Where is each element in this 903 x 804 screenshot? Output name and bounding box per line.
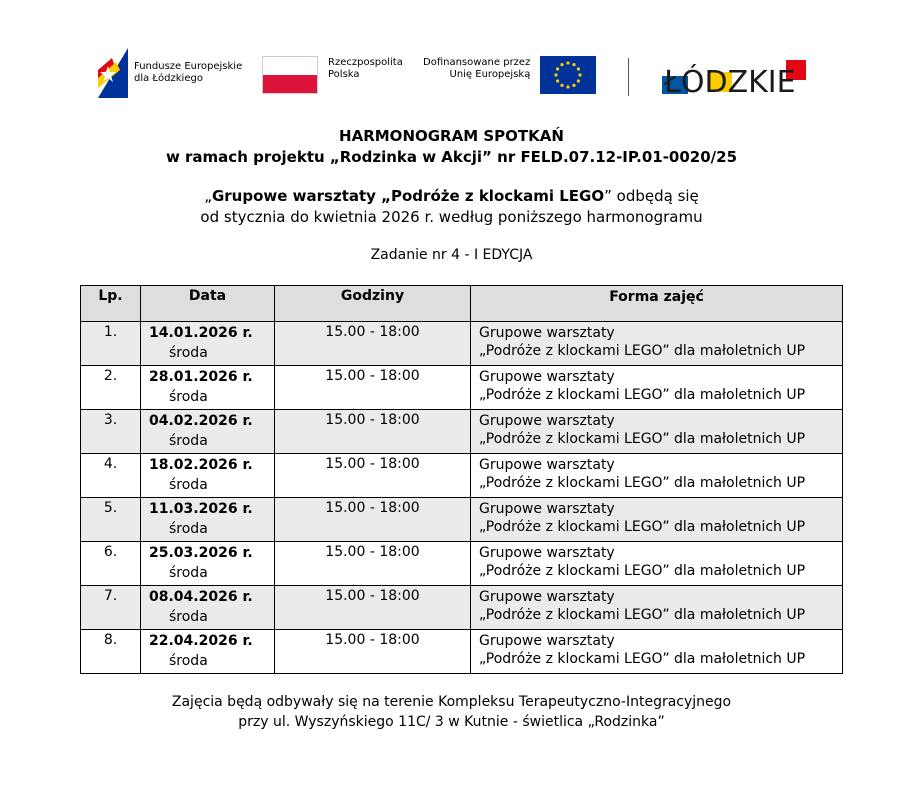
row-lp: 7. [81,586,141,630]
row-date: 04.02.2026 r. [149,413,253,429]
header-form: Forma zajęć [471,286,843,322]
row-date-cell [141,542,275,586]
table-row [81,454,843,498]
polish-flag-icon [262,56,318,94]
row-hours: 15.00 - 18:00 [275,542,471,586]
rp-label-line-1: Rzeczpospolita [328,57,403,68]
eu-star-icon [567,85,570,88]
header-date: Data [141,286,275,322]
eu-logo [423,56,596,94]
document-project-line: w ramach projektu „Rodzinka w Akcji” nr FELD.07.12-IP.01-0020/25 [165,148,738,166]
row-day: środa [169,565,208,581]
row-form-cell [471,366,843,410]
eu-star-icon [561,63,564,66]
subtitle-line-2: od stycznia do kwietnia 2026 r. według poniższego harmonogramu [200,208,703,226]
row-form-line-1: Grupowe warsztaty [479,589,615,605]
schedule-table [80,285,843,674]
footer-location-line-2: przy ul. Wyszyńskiego 11C/ 3 w Kutnie - świetlica „Rodzinka” [238,714,665,730]
row-form-line-1: Grupowe warsztaty [479,501,615,517]
header-lp: Lp. [81,286,141,322]
row-form-line-2: „Podróże z klockami LEGO” dla małoletnich UP [479,475,806,491]
row-date-cell [141,498,275,542]
row-form-cell [471,630,843,674]
eu-star-icon [577,79,580,82]
logo-bar [98,48,818,100]
row-date-cell [141,410,275,454]
row-lp: 4. [81,454,141,498]
row-day: środa [169,345,208,361]
row-date-cell [141,454,275,498]
row-lp: 6. [81,542,141,586]
fe-label [134,61,242,85]
fe-label-line-2: dla Łódzkiego [134,73,203,84]
row-form-cell [471,410,843,454]
row-form-line-2: „Podróże z klockami LEGO” dla małoletnich UP [479,519,806,535]
row-form-line-2: „Podróże z klockami LEGO” dla małoletnich UP [479,343,806,359]
row-date: 08.04.2026 r. [149,589,253,605]
table-row [81,410,843,454]
eu-star-icon [556,79,559,82]
row-form-line-1: Grupowe warsztaty [479,325,615,341]
fe-label-line-1: Fundusze Europejskie [134,61,243,72]
lodzkie-wordmark-icon [662,60,810,96]
row-date-cell [141,366,275,410]
logo-separator [628,58,629,96]
row-date-cell [141,322,275,366]
eu-label-line-1: Dofinansowane przez [423,57,531,68]
lodzkie-logo [662,60,810,96]
row-form-line-2: „Podróże z klockami LEGO” dla małoletnich UP [479,387,806,403]
eu-flag-icon [540,56,596,94]
row-hours: 15.00 - 18:00 [275,366,471,410]
row-form-line-1: Grupowe warsztaty [479,545,615,561]
row-form-line-2: „Podróże z klockami LEGO” dla małoletnich UP [479,607,806,623]
row-form-line-2: „Podróże z klockami LEGO” dla małoletnich UP [479,563,806,579]
eu-star-icon [567,61,570,64]
row-form-cell [471,542,843,586]
eu-label-line-2: Unię Europejską [449,69,531,80]
row-hours: 15.00 - 18:00 [275,586,471,630]
row-lp: 3. [81,410,141,454]
lodzkie-wordmark-text: ŁÓDZKIE [664,65,796,96]
footer-location-line-1: Zajęcia będą odbywały się na terenie Kompleksu Terapeutyczno-Integracyjnego [171,694,732,710]
row-day: środa [169,609,208,625]
rp-label [328,57,403,81]
row-lp: 1. [81,322,141,366]
eu-star-icon [561,84,564,87]
row-date: 25.03.2026 r. [149,545,253,561]
row-form-line-1: Grupowe warsztaty [479,633,615,649]
row-date: 11.03.2026 r. [149,501,253,517]
row-date: 14.01.2026 r. [149,325,253,341]
row-date-cell [141,586,275,630]
eu-star-icon [577,67,580,70]
document-title: HARMONOGRAM SPOTKAŃ [339,127,564,145]
row-lp: 2. [81,366,141,410]
row-hours: 15.00 - 18:00 [275,322,471,366]
fundusze-europejskie-logo [98,48,242,98]
fe-star-icon [98,48,128,98]
row-day: środa [169,433,208,449]
subtitle-workshop-name: Grupowe warsztaty „Podróże z klockami LEGO [211,187,605,205]
row-hours: 15.00 - 18:00 [275,454,471,498]
eu-star-icon [555,73,558,76]
row-date: 18.02.2026 r. [149,457,253,473]
row-hours: 15.00 - 18:00 [275,498,471,542]
rp-label-line-2: Polska [328,69,360,80]
row-form-line-1: Grupowe warsztaty [479,457,615,473]
row-day: środa [169,653,208,669]
row-form-cell [471,454,843,498]
eu-star-icon [573,84,576,87]
eu-label [423,57,530,81]
task-label: Zadanie nr 4 - I EDYCJA [370,247,533,263]
row-day: środa [169,521,208,537]
subtitle-quote-open: „ [204,187,212,205]
row-day: środa [169,389,208,405]
row-form-line-1: Grupowe warsztaty [479,413,615,429]
table-row [81,586,843,630]
row-form-line-1: Grupowe warsztaty [479,369,615,385]
table-row [81,542,843,586]
row-form-cell [471,498,843,542]
subtitle-suffix: ” odbędą się [604,187,699,205]
row-day: środa [169,477,208,493]
eu-star-icon [573,63,576,66]
row-form-line-2: „Podróże z klockami LEGO” dla małoletnich UP [479,651,806,667]
table-row [81,366,843,410]
row-form-cell [471,586,843,630]
row-form-cell [471,322,843,366]
eu-star-icon [579,73,582,76]
row-form-line-2: „Podróże z klockami LEGO” dla małoletnich UP [479,431,806,447]
row-date-cell [141,630,275,674]
row-lp: 8. [81,630,141,674]
eu-star-icon [556,67,559,70]
row-date: 28.01.2026 r. [149,369,253,385]
row-hours: 15.00 - 18:00 [275,630,471,674]
row-date: 22.04.2026 r. [149,633,253,649]
table-row [81,322,843,366]
header-hours: Godziny [275,286,471,322]
row-hours: 15.00 - 18:00 [275,410,471,454]
subtitle-line-1 [0,187,903,205]
table-header-row [81,286,843,322]
row-lp: 5. [81,498,141,542]
rzeczpospolita-logo [262,56,403,94]
table-row [81,630,843,674]
table-row [81,498,843,542]
